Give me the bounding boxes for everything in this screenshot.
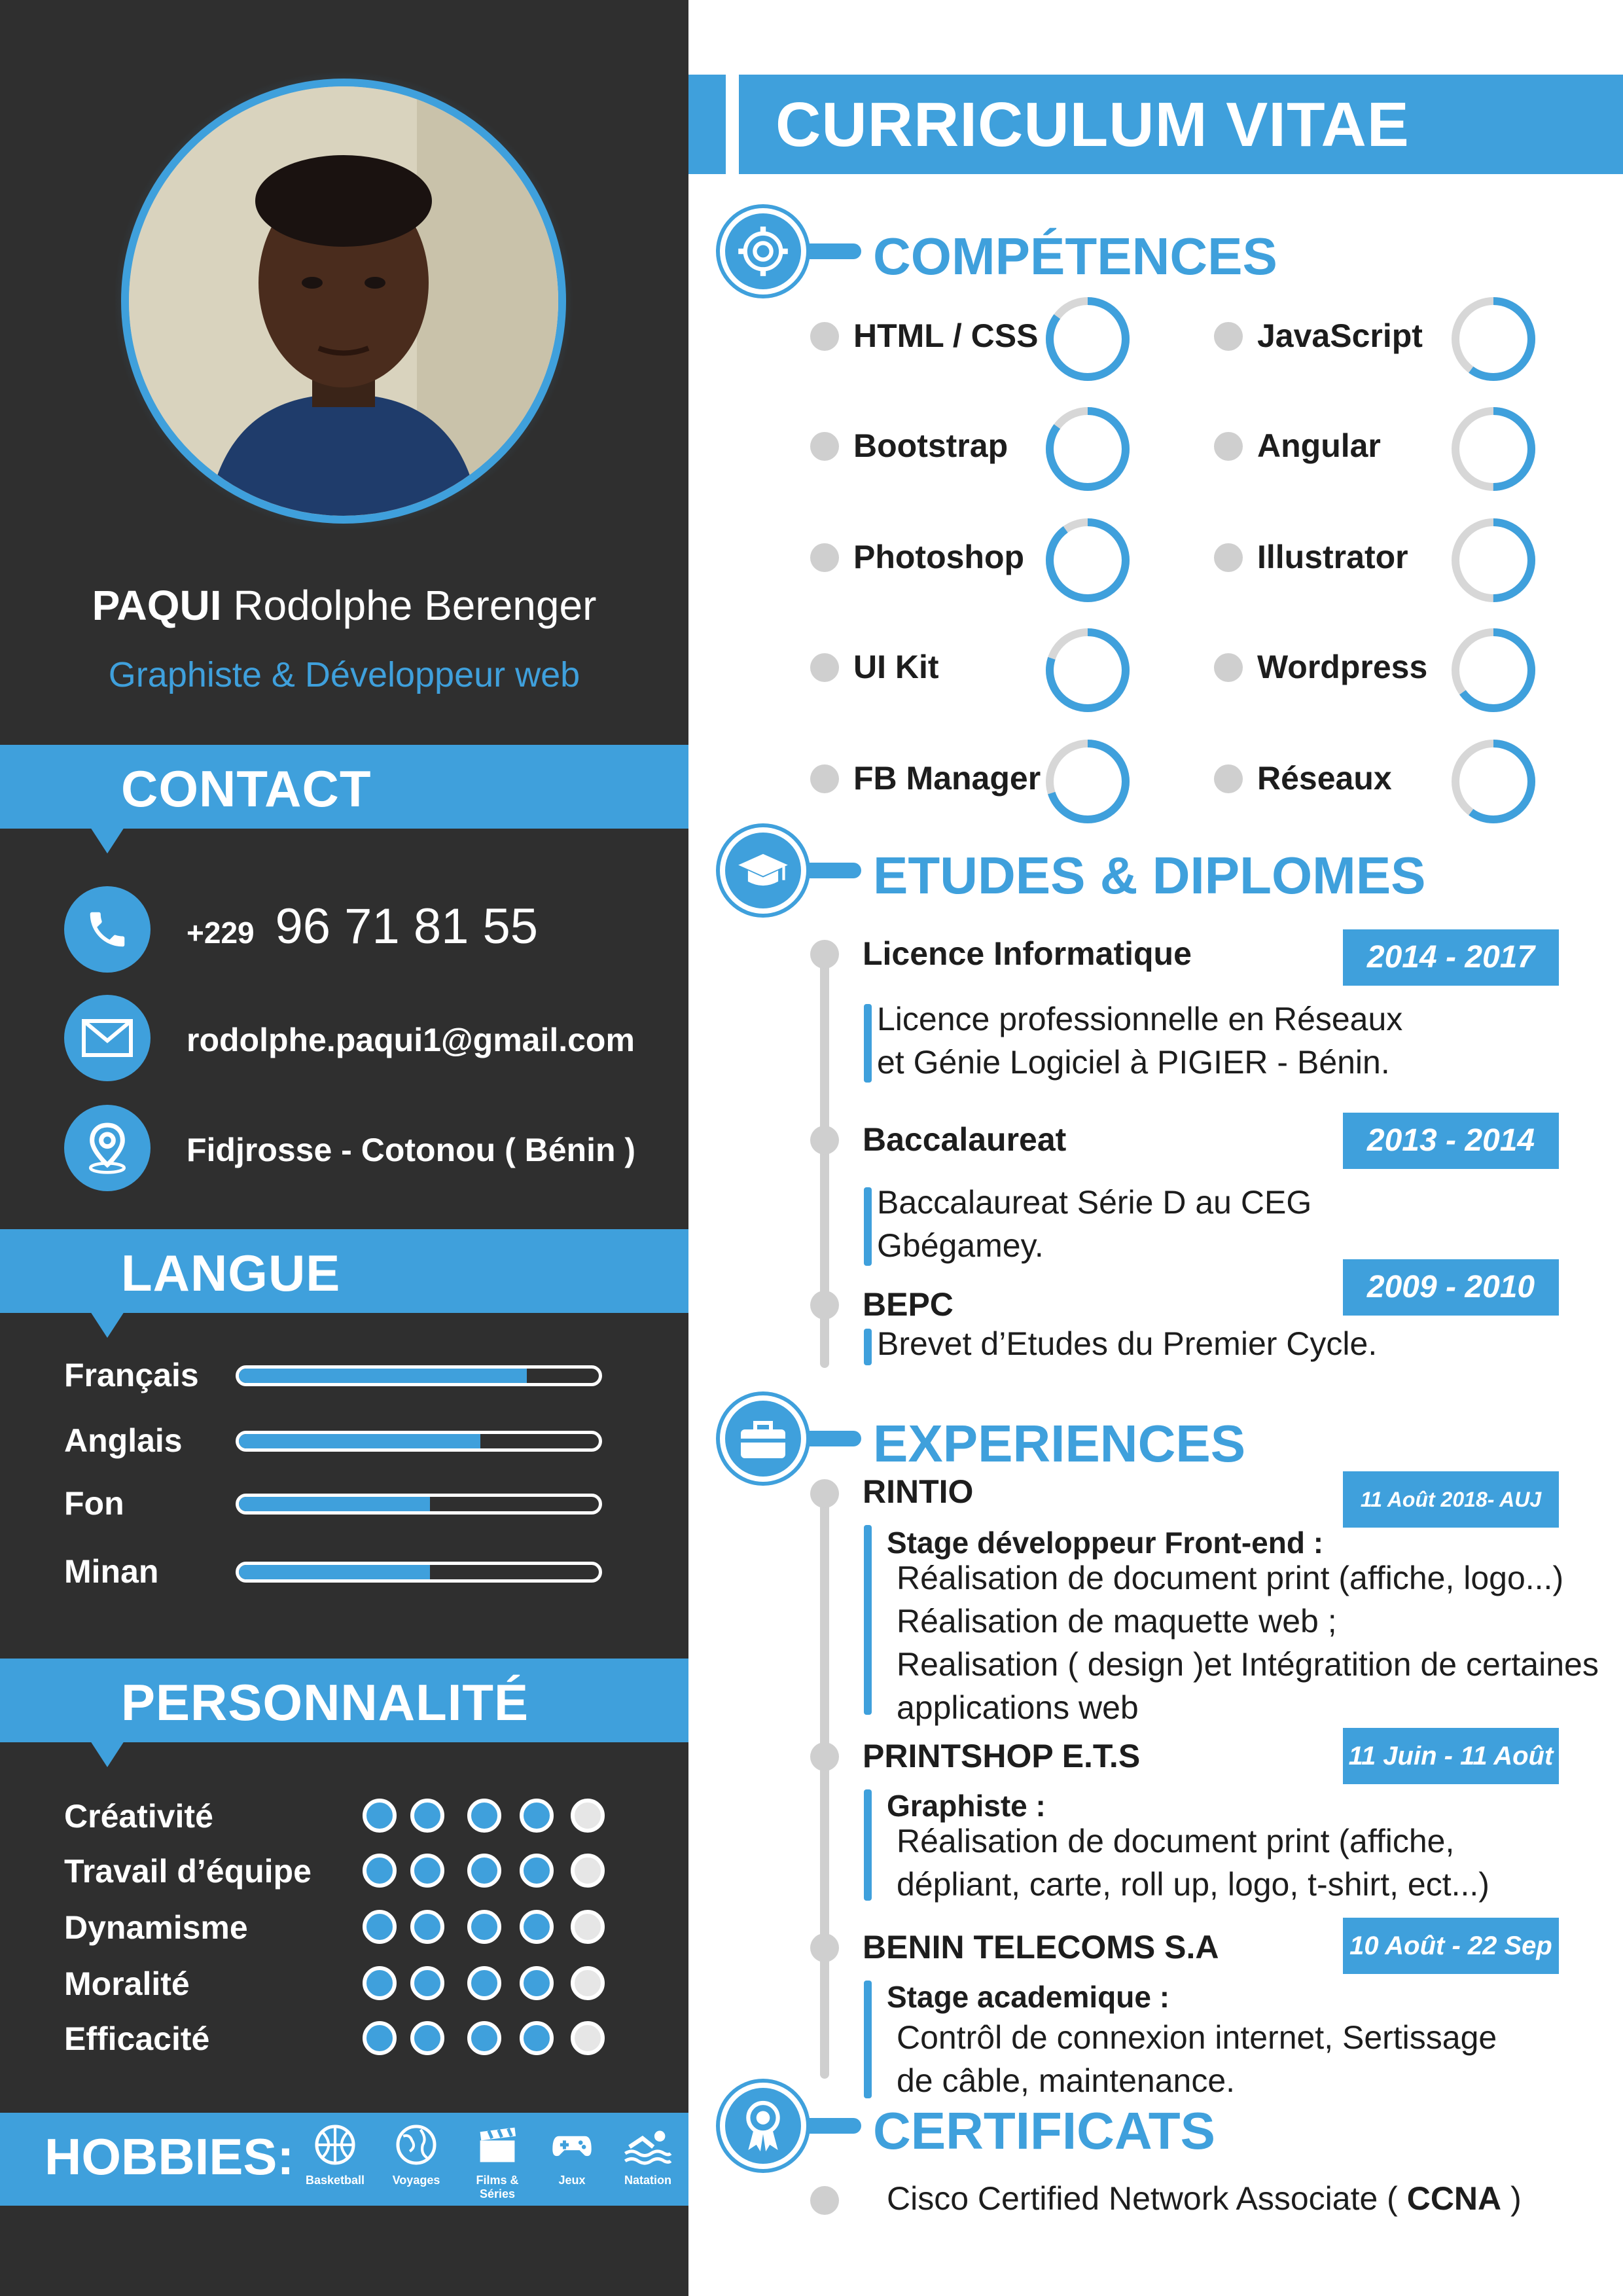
education-item-title: Baccalaureat — [863, 1121, 1067, 1158]
rating-dot-filled — [363, 2021, 397, 2055]
rating-dot-filled — [410, 1910, 444, 1944]
swimmer-icon — [623, 2123, 673, 2166]
language-label: Fon — [64, 1485, 124, 1522]
role-description — [897, 2016, 1497, 2102]
date-badge: 11 Juin - 11 Août — [1343, 1728, 1559, 1784]
description-line: Gbégamey. — [877, 1227, 1044, 1264]
education-item-description — [877, 1322, 1377, 1365]
rating-dot-filled — [520, 1910, 554, 1944]
address: Fidjrosse - Cotonou ( Bénin ) — [187, 1132, 636, 1168]
skill-level-ring — [1042, 736, 1133, 827]
rating-dot-filled — [363, 1966, 397, 2000]
skill-label: Angular — [1257, 427, 1381, 464]
skill-bullet — [1214, 432, 1243, 461]
description-line: Contrôl de connexion internet, Sertissage — [897, 2019, 1497, 2056]
education-connector — [802, 863, 861, 878]
person-portrait-icon — [129, 86, 558, 516]
hobby-basketball — [296, 2123, 374, 2187]
description-marker — [864, 1187, 872, 1266]
skill-label: UI Kit — [853, 649, 939, 685]
hobby-label: Films & Séries — [476, 2174, 519, 2200]
personality-title: PERSONNALITÉ — [121, 1674, 529, 1731]
sidebar — [0, 0, 688, 2296]
job-title: Graphiste & Développeur web — [108, 655, 580, 694]
hobby-games — [533, 2123, 611, 2187]
phone-icon — [64, 886, 151, 973]
last-name: PAQUI — [92, 582, 222, 629]
skill-bullet — [1214, 543, 1243, 572]
personality-label: Dynamisme — [64, 1909, 248, 1946]
company-name: BENIN TELECOMS S.A — [863, 1929, 1219, 1965]
experience-timeline — [820, 1490, 829, 2079]
rating-dot-empty — [571, 1966, 605, 2000]
description-line: Brevet d’Etudes du Premier Cycle. — [877, 1325, 1378, 1362]
hobby-movies — [458, 2123, 537, 2201]
clapperboard-icon — [476, 2123, 519, 2166]
date-badge: 2009 - 2010 — [1343, 1259, 1559, 1316]
skill-bullet — [1214, 764, 1243, 793]
full-name — [0, 581, 688, 630]
rating-dot-filled — [520, 1799, 554, 1833]
skill-label: Bootstrap — [853, 427, 1008, 464]
rating-dot-filled — [467, 1966, 501, 2000]
contact-title: CONTACT — [121, 760, 372, 817]
certificate-name: Cisco Certified Network Associate ( — [887, 2180, 1398, 2217]
briefcase-icon — [720, 1395, 806, 1482]
profile-photo — [121, 79, 566, 524]
mail-icon — [64, 995, 151, 1081]
language-level-fill — [239, 1497, 430, 1511]
hobbies-band — [0, 2113, 688, 2206]
skill-level-ring — [1448, 403, 1539, 495]
language-level-bar — [236, 1365, 602, 1386]
contact-pointer — [90, 827, 124, 853]
role-title: Stage développeur Front-end : — [887, 1526, 1324, 1560]
company-name: RINTIO — [863, 1473, 974, 1510]
role-description — [897, 1820, 1489, 1906]
certificates-connector — [802, 2118, 861, 2134]
description-marker — [864, 1525, 872, 1715]
timeline-dot — [810, 1479, 839, 1508]
rating-dot-filled — [363, 1854, 397, 1888]
personality-label: Efficacité — [64, 2020, 210, 2057]
hobby-label: Basketball — [305, 2174, 365, 2187]
description-line: Réalisation de maquette web ; — [897, 1603, 1337, 1640]
skill-bullet — [810, 764, 839, 793]
rating-dot-filled — [410, 1854, 444, 1888]
date-badge: 11 Août 2018- AUJ — [1343, 1471, 1559, 1528]
gear-icon — [720, 208, 806, 295]
phone-line[interactable] — [187, 898, 538, 955]
description-line: Réalisation de document print (affiche, logo...) — [897, 1560, 1564, 1596]
skill-bullet — [810, 432, 839, 461]
role-description — [897, 1556, 1599, 1729]
skill-level-ring — [1042, 293, 1133, 385]
languages-pointer — [90, 1312, 124, 1338]
language-level-bar — [236, 1431, 602, 1452]
skill-label: JavaScript — [1257, 317, 1423, 354]
experience-title: EXPERIENCES — [873, 1414, 1246, 1473]
description-line: Réalisation de document print (affiche, — [897, 1823, 1455, 1859]
education-title: ETUDES & DIPLOMES — [873, 846, 1426, 905]
description-line: Realisation ( design )et Intégratition de certaines — [897, 1646, 1599, 1683]
education-item-description — [877, 997, 1402, 1084]
languages-header — [0, 1229, 688, 1313]
language-label: Français — [64, 1357, 199, 1393]
rating-dot-filled — [520, 1966, 554, 2000]
language-level-fill — [239, 1369, 527, 1383]
hobbies-title: HOBBIES: — [45, 2128, 294, 2185]
phone-prefix: +229 — [187, 916, 255, 950]
personality-label: Travail d’équipe — [64, 1853, 312, 1890]
role-title: Graphiste : — [887, 1789, 1046, 1823]
skill-level-ring — [1042, 403, 1133, 495]
timeline-dot — [810, 1291, 839, 1319]
personality-pointer — [90, 1741, 124, 1767]
graduation-cap-icon — [720, 827, 806, 914]
company-name: PRINTSHOP E.T.S — [863, 1738, 1141, 1774]
skill-label: Illustrator — [1257, 539, 1408, 575]
first-names: Rodolphe Berenger — [233, 582, 597, 629]
gamepad-icon — [550, 2123, 594, 2166]
language-level-bar — [236, 1562, 602, 1583]
skills-title: COMPÉTENCES — [873, 227, 1277, 285]
rating-dot-filled — [520, 1854, 554, 1888]
rating-dot-filled — [410, 1799, 444, 1833]
personality-label: Créativité — [64, 1798, 213, 1835]
rating-dot-filled — [410, 2021, 444, 2055]
skill-label: Wordpress — [1257, 649, 1428, 685]
education-item-description — [877, 1181, 1311, 1267]
skill-label: FB Manager — [853, 760, 1041, 797]
experience-connector — [802, 1431, 861, 1446]
skill-level-ring — [1448, 514, 1539, 606]
language-level-fill — [239, 1434, 480, 1448]
skill-bullet — [1214, 322, 1243, 351]
rating-dot-empty — [571, 1799, 605, 1833]
date-badge: 2013 - 2014 — [1343, 1113, 1559, 1169]
personality-label: Moralité — [64, 1965, 190, 2002]
rating-dot-filled — [410, 1966, 444, 2000]
skill-label: HTML / CSS — [853, 317, 1039, 354]
language-level-bar — [236, 1494, 602, 1515]
rating-dot-filled — [467, 1910, 501, 1944]
hobby-label: Jeux — [558, 2174, 586, 2187]
location-pin-icon — [64, 1105, 151, 1191]
description-line: applications web — [897, 1689, 1139, 1726]
skills-connector — [802, 243, 861, 259]
description-line: dépliant, carte, roll up, logo, t-shirt, ect...) — [897, 1866, 1489, 1903]
skill-level-ring — [1448, 624, 1539, 716]
timeline-dot — [810, 1933, 839, 1962]
description-marker — [864, 1329, 872, 1365]
contact-header — [0, 745, 688, 829]
timeline-dot — [810, 940, 839, 969]
hobby-travel — [377, 2123, 455, 2187]
rating-dot-empty — [571, 1910, 605, 1944]
skill-bullet — [810, 322, 839, 351]
personality-header — [0, 1659, 688, 1742]
certificate-item — [887, 2179, 1522, 2217]
description-marker — [864, 1981, 872, 2098]
date-badge: 10 Août - 22 Sep — [1343, 1918, 1559, 1974]
skill-bullet — [810, 653, 839, 682]
description-line: et Génie Logiciel à PIGIER - Bénin. — [877, 1044, 1390, 1081]
basketball-icon — [313, 2123, 357, 2166]
phone-number: 96 71 81 55 — [275, 899, 539, 954]
skill-ring-fill — [1050, 522, 1126, 598]
award-ribbon-icon — [720, 2083, 806, 2169]
role-title: Stage academique : — [887, 1980, 1170, 2014]
hobby-label: Voyages — [392, 2174, 440, 2187]
skill-level-ring — [1448, 736, 1539, 827]
skill-level-ring — [1042, 624, 1133, 716]
timeline-dot — [810, 1742, 839, 1771]
globe-icon — [395, 2123, 438, 2166]
rating-dot-filled — [363, 1910, 397, 1944]
certificates-title: CERTIFICATS — [873, 2102, 1215, 2160]
cv-title: CURRICULUM VITAE — [776, 90, 1410, 160]
rating-dot-filled — [467, 1854, 501, 1888]
skill-level-ring — [1448, 293, 1539, 385]
skill-bullet — [1214, 653, 1243, 682]
date-badge: 2014 - 2017 — [1343, 929, 1559, 986]
email-link[interactable]: rodolphe.paqui1@gmail.com — [187, 1022, 635, 1058]
skill-level-ring — [1042, 514, 1133, 606]
rating-dot-empty — [571, 1854, 605, 1888]
cv-header — [688, 75, 1623, 174]
skill-label: Photoshop — [853, 539, 1025, 575]
education-item-title: BEPC — [863, 1286, 954, 1323]
rating-dot-filled — [467, 2021, 501, 2055]
language-level-fill — [239, 1565, 430, 1579]
description-line: Licence professionnelle en Réseaux — [877, 1001, 1403, 1037]
skill-label: Réseaux — [1257, 760, 1392, 797]
hobby-label: Natation — [624, 2174, 671, 2187]
rating-dot-filled — [467, 1799, 501, 1833]
rating-dot-filled — [363, 1799, 397, 1833]
description-marker — [864, 1004, 872, 1083]
rating-dot-empty — [571, 2021, 605, 2055]
header-stripe — [726, 75, 739, 174]
hobby-swimming — [609, 2123, 687, 2187]
languages-title: LANGUE — [121, 1244, 341, 1302]
certificate-acronym: CCNA — [1406, 2180, 1502, 2217]
skill-bullet — [810, 543, 839, 572]
description-marker — [864, 1789, 872, 1901]
rating-dot-filled — [520, 2021, 554, 2055]
description-line: Baccalaureat Série D au CEG — [877, 1184, 1312, 1221]
education-item-title: Licence Informatique — [863, 935, 1192, 972]
certificate-close: ) — [1510, 2180, 1522, 2217]
timeline-dot — [810, 1126, 839, 1155]
description-line: de câble, maintenance. — [897, 2062, 1236, 2099]
language-label: Minan — [64, 1553, 159, 1590]
language-label: Anglais — [64, 1422, 183, 1459]
certificate-dot — [810, 2186, 839, 2215]
